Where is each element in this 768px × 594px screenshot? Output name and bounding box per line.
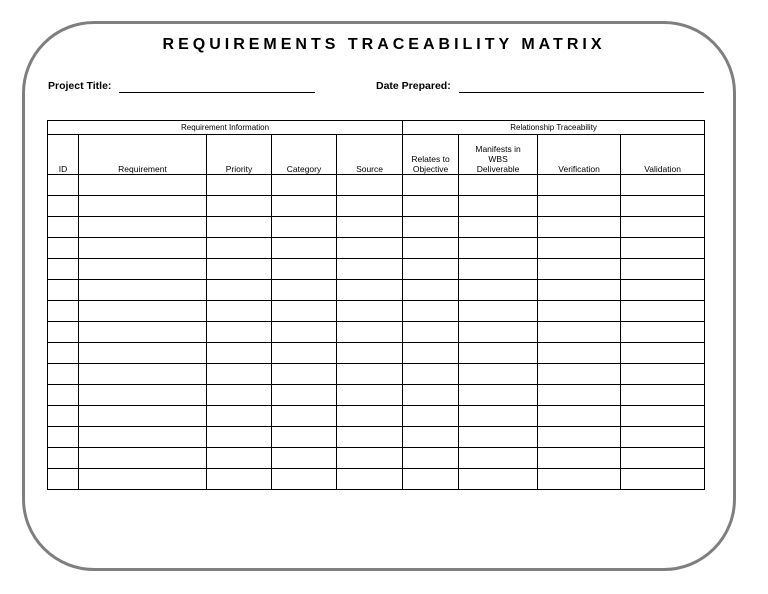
cell-manifests-in-wbs-deliverable[interactable] <box>459 196 538 217</box>
cell-relates-to-objective[interactable] <box>403 238 459 259</box>
column-header-validation: Validation <box>621 135 705 175</box>
cell-category[interactable] <box>272 196 337 217</box>
cell-requirement[interactable] <box>79 427 207 448</box>
column-header-manifests-in-wbs-deliverable: Manifests in WBS Deliverable <box>459 135 538 175</box>
cell-validation[interactable] <box>621 385 705 406</box>
cell-category[interactable] <box>272 364 337 385</box>
cell-validation[interactable] <box>621 448 705 469</box>
cell-source[interactable] <box>337 427 403 448</box>
cell-source[interactable] <box>337 364 403 385</box>
cell-priority[interactable] <box>207 427 272 448</box>
cell-validation[interactable] <box>621 427 705 448</box>
cell-validation[interactable] <box>621 469 705 490</box>
cell-requirement[interactable] <box>79 238 207 259</box>
cell-relates-to-objective[interactable] <box>403 385 459 406</box>
cell-source[interactable] <box>337 259 403 280</box>
column-header-requirement: Requirement <box>79 135 207 175</box>
cell-relates-to-objective[interactable] <box>403 406 459 427</box>
cell-validation[interactable] <box>621 196 705 217</box>
column-header-verification: Verification <box>538 135 621 175</box>
project-title-field[interactable] <box>119 92 315 93</box>
table-row <box>48 469 705 490</box>
cell-category[interactable] <box>272 259 337 280</box>
cell-source[interactable] <box>337 385 403 406</box>
cell-id[interactable] <box>48 196 79 217</box>
column-header-relates-to-objective: Relates to Objective <box>403 135 459 175</box>
cell-category[interactable] <box>272 238 337 259</box>
table-row <box>48 385 705 406</box>
cell-manifests-in-wbs-deliverable[interactable] <box>459 343 538 364</box>
table-row <box>48 322 705 343</box>
group-header-relationship-traceability: Relationship Traceability <box>403 121 705 135</box>
cell-priority[interactable] <box>207 259 272 280</box>
cell-category[interactable] <box>272 385 337 406</box>
table-row <box>48 238 705 259</box>
cell-relates-to-objective[interactable] <box>403 427 459 448</box>
cell-relates-to-objective[interactable] <box>403 217 459 238</box>
cell-id[interactable] <box>48 469 79 490</box>
cell-verification[interactable] <box>538 217 621 238</box>
cell-requirement[interactable] <box>79 448 207 469</box>
cell-requirement[interactable] <box>79 385 207 406</box>
cell-requirement[interactable] <box>79 469 207 490</box>
cell-validation[interactable] <box>621 238 705 259</box>
cell-id[interactable] <box>48 175 79 196</box>
cell-verification[interactable] <box>538 385 621 406</box>
cell-verification[interactable] <box>538 427 621 448</box>
cell-manifests-in-wbs-deliverable[interactable] <box>459 301 538 322</box>
cell-priority[interactable] <box>207 175 272 196</box>
cell-priority[interactable] <box>207 343 272 364</box>
table-row <box>48 406 705 427</box>
table-row <box>48 301 705 322</box>
cell-source[interactable] <box>337 448 403 469</box>
cell-source[interactable] <box>337 406 403 427</box>
cell-source[interactable] <box>337 301 403 322</box>
cell-source[interactable] <box>337 343 403 364</box>
cell-requirement[interactable] <box>79 301 207 322</box>
table-row <box>48 196 705 217</box>
cell-category[interactable] <box>272 406 337 427</box>
project-title-label: Project Title: <box>48 80 112 92</box>
cell-relates-to-objective[interactable] <box>403 301 459 322</box>
cell-id[interactable] <box>48 259 79 280</box>
cell-priority[interactable] <box>207 217 272 238</box>
cell-verification[interactable] <box>538 322 621 343</box>
cell-verification[interactable] <box>538 448 621 469</box>
cell-category[interactable] <box>272 217 337 238</box>
cell-manifests-in-wbs-deliverable[interactable] <box>459 175 538 196</box>
cell-manifests-in-wbs-deliverable[interactable] <box>459 448 538 469</box>
cell-id[interactable] <box>48 301 79 322</box>
cell-manifests-in-wbs-deliverable[interactable] <box>459 217 538 238</box>
table-row <box>48 343 705 364</box>
cell-verification[interactable] <box>538 259 621 280</box>
cell-manifests-in-wbs-deliverable[interactable] <box>459 469 538 490</box>
cell-priority[interactable] <box>207 301 272 322</box>
cell-category[interactable] <box>272 280 337 301</box>
matrix-body <box>48 175 705 490</box>
cell-id[interactable] <box>48 322 79 343</box>
column-header-category: Category <box>272 135 337 175</box>
cell-category[interactable] <box>272 448 337 469</box>
cell-validation[interactable] <box>621 175 705 196</box>
column-header-row <box>48 135 705 175</box>
date-prepared-label: Date Prepared: <box>376 80 451 92</box>
table-row <box>48 259 705 280</box>
cell-category[interactable] <box>272 175 337 196</box>
cell-validation[interactable] <box>621 364 705 385</box>
cell-validation[interactable] <box>621 343 705 364</box>
column-header-id: ID <box>48 135 79 175</box>
cell-verification[interactable] <box>538 175 621 196</box>
cell-source[interactable] <box>337 322 403 343</box>
cell-requirement[interactable] <box>79 364 207 385</box>
cell-manifests-in-wbs-deliverable[interactable] <box>459 322 538 343</box>
cell-priority[interactable] <box>207 280 272 301</box>
cell-id[interactable] <box>48 406 79 427</box>
cell-relates-to-objective[interactable] <box>403 196 459 217</box>
table-row <box>48 427 705 448</box>
cell-validation[interactable] <box>621 280 705 301</box>
cell-source[interactable] <box>337 280 403 301</box>
cell-manifests-in-wbs-deliverable[interactable] <box>459 385 538 406</box>
cell-priority[interactable] <box>207 448 272 469</box>
cell-id[interactable] <box>48 217 79 238</box>
cell-id[interactable] <box>48 280 79 301</box>
cell-verification[interactable] <box>538 343 621 364</box>
cell-source[interactable] <box>337 469 403 490</box>
document-title: REQUIREMENTS TRACEABILITY MATRIX <box>162 36 606 53</box>
cell-id[interactable] <box>48 448 79 469</box>
cell-category[interactable] <box>272 343 337 364</box>
cell-manifests-in-wbs-deliverable[interactable] <box>459 364 538 385</box>
cell-relates-to-objective[interactable] <box>403 448 459 469</box>
cell-requirement[interactable] <box>79 406 207 427</box>
cell-verification[interactable] <box>538 469 621 490</box>
cell-requirement[interactable] <box>79 343 207 364</box>
cell-source[interactable] <box>337 238 403 259</box>
cell-manifests-in-wbs-deliverable[interactable] <box>459 427 538 448</box>
cell-id[interactable] <box>48 385 79 406</box>
cell-relates-to-objective[interactable] <box>403 364 459 385</box>
cell-manifests-in-wbs-deliverable[interactable] <box>459 259 538 280</box>
cell-id[interactable] <box>48 238 79 259</box>
column-header-source: Source <box>337 135 403 175</box>
cell-priority[interactable] <box>207 406 272 427</box>
cell-category[interactable] <box>272 469 337 490</box>
cell-manifests-in-wbs-deliverable[interactable] <box>459 238 538 259</box>
cell-validation[interactable] <box>621 259 705 280</box>
cell-manifests-in-wbs-deliverable[interactable] <box>459 406 538 427</box>
cell-verification[interactable] <box>538 280 621 301</box>
cell-source[interactable] <box>337 217 403 238</box>
cell-verification[interactable] <box>538 196 621 217</box>
cell-priority[interactable] <box>207 196 272 217</box>
column-header-priority: Priority <box>207 135 272 175</box>
group-header-requirement-information: Requirement Information <box>48 121 403 135</box>
cell-verification[interactable] <box>538 364 621 385</box>
cell-verification[interactable] <box>538 301 621 322</box>
cell-relates-to-objective[interactable] <box>403 343 459 364</box>
cell-priority[interactable] <box>207 238 272 259</box>
cell-requirement[interactable] <box>79 280 207 301</box>
cell-requirement[interactable] <box>79 322 207 343</box>
cell-category[interactable] <box>272 301 337 322</box>
cell-id[interactable] <box>48 364 79 385</box>
cell-requirement[interactable] <box>79 259 207 280</box>
cell-priority[interactable] <box>207 469 272 490</box>
cell-id[interactable] <box>48 427 79 448</box>
cell-relates-to-objective[interactable] <box>403 280 459 301</box>
cell-relates-to-objective[interactable] <box>403 175 459 196</box>
cell-source[interactable] <box>337 175 403 196</box>
table-row <box>48 175 705 196</box>
table-row <box>48 280 705 301</box>
cell-relates-to-objective[interactable] <box>403 322 459 343</box>
cell-verification[interactable] <box>538 238 621 259</box>
cell-category[interactable] <box>272 427 337 448</box>
table-row <box>48 364 705 385</box>
cell-relates-to-objective[interactable] <box>403 469 459 490</box>
date-prepared-field[interactable] <box>459 92 704 93</box>
cell-relates-to-objective[interactable] <box>403 259 459 280</box>
cell-category[interactable] <box>272 322 337 343</box>
cell-priority[interactable] <box>207 322 272 343</box>
table-row <box>48 448 705 469</box>
cell-validation[interactable] <box>621 406 705 427</box>
cell-priority[interactable] <box>207 385 272 406</box>
table-row <box>48 217 705 238</box>
cell-source[interactable] <box>337 196 403 217</box>
cell-validation[interactable] <box>621 322 705 343</box>
cell-verification[interactable] <box>538 406 621 427</box>
cell-manifests-in-wbs-deliverable[interactable] <box>459 280 538 301</box>
cell-priority[interactable] <box>207 364 272 385</box>
cell-requirement[interactable] <box>79 196 207 217</box>
cell-requirement[interactable] <box>79 175 207 196</box>
cell-validation[interactable] <box>621 217 705 238</box>
cell-validation[interactable] <box>621 301 705 322</box>
cell-requirement[interactable] <box>79 217 207 238</box>
traceability-matrix-table <box>47 120 705 490</box>
cell-id[interactable] <box>48 343 79 364</box>
